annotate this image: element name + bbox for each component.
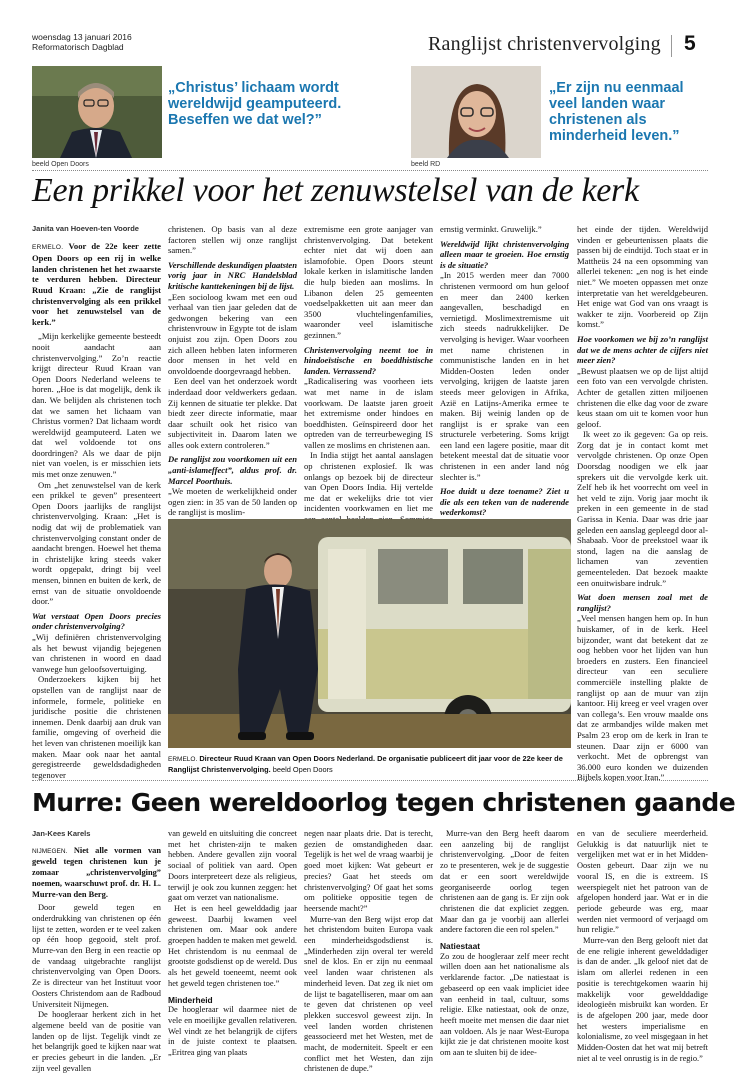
header-divider <box>671 35 672 57</box>
main-photo-image <box>168 519 571 748</box>
article-lead: Voor de 22e keer zette Open Doors op een rij in welke landen christenen het het zwaarste te verduren hebben. Directeur Ruud Kraan: „Zie de ranglijst christenvervolging als een prikkel voor het zenuwstelsel van de kerk.” <box>32 240 162 327</box>
photo-credit-left: beeld Open Doors <box>32 161 89 168</box>
paragraph: Een deel van het onderzoek wordt inderdaad door veldwerkers gedaan. Zij kennen de situatie ter plekke. Dat biedt zeer directe informatie, maar daar schuilt ook het risico van subjectiviteit in. Daarom laten we alles ook extern controleren.” <box>168 376 297 450</box>
interview-question: Wat doen mensen zoal met de ranglijst? <box>577 592 708 613</box>
paragraph: „We moeten de werkelijkheid onder ogen zien: in 35 van de 50 landen op de ranglijst is moslim- <box>168 486 297 518</box>
interview-question: Wereldwijd lijkt christenvervolging alleen maar te groeien. Hoe ernstig is de situatie? <box>440 238 569 270</box>
portrait-photo-right <box>411 66 541 158</box>
article1-column-2 <box>168 224 297 518</box>
article2-column-2 <box>168 829 297 1059</box>
article2-column-1 <box>32 829 161 1074</box>
article2-byline: Jan-Kees Karels <box>32 829 91 838</box>
paragraph: „Veel mensen hangen hem op. In hun huiskamer, of in de kerk. Heel bijzonder, want dat betekent dat ze oog hebben voor het lijden van hun broeders en zusters. Een financieel directeur van een seculiere commerciële instelling plakte de ranglijst op aan de muur van zijn kantoor. Hij kreeg er veel vragen over van collega’s. Een vrouw maalde ons dat ze armbandjes wilde maken met Psalm 23 erop om de kerk in Iran te steunen. Daar zijn er 6000 van verkocht. Met de opbrengst van 36.000 euro konden we duizenden Bijbels kopen voor Iran.” <box>577 613 708 783</box>
subheading: Minderheid <box>168 994 213 1005</box>
paragraph: „Radicalisering was voorheen iets wat met name in de islam voorkwam. De laatste jaren groeit het extremisme onder hindoes en boeddhisten. Geïnspireerd door het optreden van de terreurbeweging IS vallen ze moslims en christenen aan. <box>304 376 433 450</box>
portrait-woman-image <box>411 66 541 158</box>
interview-question: Verschillende deskundigen plaatsten vorig jaar in NRC Handelsblad kritische kanttekeningen bij de lijst. <box>168 259 297 291</box>
paragraph: De hoogleraar wil daarmee niet de vele en moeilijke gevallen relativeren. Wel vindt ze het belangrijk de cijfers in de juiste context te plaatsen. „Eritrea ging van plaats <box>168 1005 297 1058</box>
paragraph: ernstig verminkt. Gruwelijk.” <box>440 224 542 234</box>
article-headline: Een prikkel voor het zenuwstelsel van de kerk <box>32 172 639 209</box>
photo-credit-right: beeld RD <box>411 161 441 168</box>
interview-question: De ranglijst zou voortkomen uit een „anti-islameffect”, aldus prof. dr. Marcel Poorthuis. <box>168 454 297 486</box>
article-byline: Janita van Hoeven-ten Voorde <box>32 224 139 233</box>
caption-text: Directeur Ruud Kraan van Open Doors Nederland. De organisatie publiceert dit jaar voor de 22e keer de Ranglijst Christenvervolging. <box>168 754 563 774</box>
paragraph: „Een socioloog kwam met een oud verhaal van tien jaar geleden dat de gedwongen bekering van een christenvrouw in Egypte tot de islam onjuist zou zijn. Open Doors zou zich alleen hebben laten informeren door mensen in het veld en onvoldoende doorgevraagd hebben. <box>168 291 297 376</box>
article2-headline: Murre: Geen wereldoorlog tegen christenen gaande <box>32 788 736 817</box>
paragraph: van geweld en uitsluiting die concreet met het christen-zijn te maken hebben. Andere gevallen zijn vooral sociaal of politiek van aard. Open Doors interpreteert deze als religieus, terwijl je ook zou kunnen zeggen: het gaat om verzet van nationalisme. <box>168 829 297 903</box>
paragraph: Murre-van den Berg heeft daarom een aanzeling bij de ranglijst christenvervolging. „Door de feiten zo te presenteren, wek je de suggestie dat er een soort wereldwijde georganiseerde oorlog tegen christenen aan de gang is. Er zijn ook christenen die dat expliciet zeggen. Maar dan ga je voorbij aan allerlei andere factoren die een rol spelen.” <box>440 829 569 935</box>
paragraph: en van de seculiere meerderheid. Gelukkig is dat natuurlijk niet te vergelijken met wat er in het Midden-Oosten gebeurt. Daar zijn we nu vooral IS, en die is extreem. IS weerspiegelt niet het patroon van de afgelopen honderd jaar. Wat er in die periode gebeurde was erg, maar werden niet vermoord of verjaagd om hun religie.” <box>577 829 708 935</box>
caption-credit: beeld Open Doors <box>272 764 333 774</box>
paragraph: Murre-van den Berg gelooft niet dat de ene religie inherent gewelddadiger is dan de ander. „Ik geloof niet dat de islam om allerlei redenen in een positie is terechtgekomen waarin hij makkelijk voor gewelddadige ideologieën misbruikt kan worden. Er is de afgelopen 200 jaar, mede door het westers imperialisme en kolonialisme, zo veel misgegaan in het Midden-Oosten dat het wat mij betreft niet al te veel onrustig is in de regio.” <box>577 936 708 1063</box>
pull-quote-right: „Er zijn nu eenmaal veel landen waar christenen als minderheid leven.” <box>549 80 684 144</box>
issue-date: woensdag 13 januari 2016 <box>32 32 132 42</box>
paragraph: Om „het zenuwstelsel van de kerk een prikkel te geven” presenteert Open Doors jaarlijks de ranglijst christenvervolging. Kraan: „Het is nodig dat wij de problematiek van christenvervolging constant onder de aandacht brengen. Hoewel het thema in christelijke kring steeds vaker wordt opgepakt, dringt bij veel mensen, binnen en buiten de kerk, de ernst van de situatie onvoldoende door.” <box>32 479 161 607</box>
article1-column-3 <box>304 224 433 535</box>
paragraph: „Wij definiëren christenvervolging als het bewust vijandig bejegenen van christenen in woord en daad vanwege hun geloofsovertuiging. <box>32 631 161 674</box>
header-date-block <box>32 32 132 52</box>
paragraph: Het is een heel gewelddadig jaar geweest. Daarbij kwamen veel christenen om. Maar ook andere groepen hadden te maken met geweld. Het christendom is nu eenmaal de grootste godsdienst op de wereld. Dus als het geweld toeneemt, neemt ook het geweld tegen christenen toe.” <box>168 903 297 988</box>
paragraph: Zo zou de hoogleraar zelf meer recht willen doen aan het nationalisme als verklarende factor. „De natiestaat is gebaseerd op een vaak impliciet idee van eenheid in taal, cultuur, soms religie. Elke natiestaat, ook de onze, heeft moeite met mensen die daar niet aan voldoen. Als je naar West-Europa kijkt zie je dat christenen mooite kost om aan te sluiten bij de idee- <box>440 951 569 1058</box>
portrait-photo-left <box>32 66 162 158</box>
article1-column-5 <box>577 224 708 783</box>
article1-column-4 <box>440 224 569 539</box>
dateline: ERMELO. <box>32 243 64 251</box>
article1-column-1 <box>32 224 161 780</box>
article2-column-5 <box>577 829 708 1064</box>
interview-question: Hoe voorkomen we bij zo’n ranglijst dat we de mens achter de cijfers niet meer zien? <box>577 333 708 366</box>
divider-top <box>32 170 708 171</box>
subheading: Natiestaat <box>440 941 481 952</box>
main-photo <box>168 519 571 748</box>
paragraph: In India stijgt het aantal aanslagen op christenen explosief. Ik was onlangs op bezoek bij de directeur van Open Doors India. Hij vertelde me dat er wekelijks drie tot vier incidenten voorkwamen en liet me <box>304 450 433 514</box>
page-number: 5 <box>684 32 696 55</box>
paragraph: „Mijn kerkelijke gemeente besteedt nooit aandacht aan christenvervolging.” Zo’n reactie krijgt directeur Ruud Kraan van Open Doors Nederland weleens te horen. „Hoe is dat mogelijk, denk ik dan. We belijden als christenen toch dat we samen het lichaam van Christus vormen? Dat lichaam wordt wereldwijd geamputeerd. Laten we dat wel voldoende tot ons doordringen? Als we daar de pijn niet van voelen, is er misschien iets mis met onze zenuwen.” <box>32 331 161 480</box>
section-title: Ranglijst christenvervolging <box>428 33 661 55</box>
paragraph: het einde der tijden. Wereldwijd vinden er gebeurtenissen plaats die passen bij de eindtijd. Toch staat er in Mattheüs 24 na een opsomming van allerlei tekenen: „en nog is het einde niet.” We moeten oppassen met onze interpretatie van het wereldgebeuren. Het enige wat God van ons vraagt is wakker te zijn. Voorbereid op Zijn komst.” <box>577 224 708 330</box>
pull-quote-left: „Christus’ lichaam wordt wereldwijd geamputeerd. Beseffen we dat wel?” <box>168 80 342 128</box>
interview-question: Wat verstaat Open Doors precies onder christenvervolging? <box>32 610 161 632</box>
paragraph: extremisme een grote aanjager van christenvervolging. Dat betekent echter niet dat wij doen aan islamofobie. Open Doors steunt lokale kerken in islamitische landen die hulp bieden aan moslims. In Libanon delen 25 gemeenten voedselpakketten uit aan meer dan 3500 vluchtelingenfamilies, waaronder veel islamitische gezinnen.” <box>304 224 433 340</box>
paragraph: „Bewust plaatsen we op de lijst altijd een foto van een vervolgde christen. Achter de getallen zitten miljoenen christenen die elke dag voor de zware keus staan om uit te komen voor hun geloof. <box>577 365 708 429</box>
paragraph: Murre-van den Berg wijst erop dat het christendom buiten Europa vaak een minderheidsgodsdienst is. „Minderheden zijn overal ter wereld snel de klos. En er zijn nu eenmaal veel landen waar christenen als minderheid leven. Dat zeg ik niet om de lijst te bagatelliseren, maar om aan te geven dat christenen op veel plekken succesvol geweest zijn. In veel landen worden christenen geassocieerd met het Westen, met de macht, de moderniteit. Speelt er een conflict met het Westen, dan zijn christenen de dupe.” <box>304 914 433 1074</box>
main-photo-caption <box>168 754 571 774</box>
paragraph: „In 2015 werden meer dan 7000 christenen vermoord om hun geloof en meer dan 2400 kerken aangevallen, beschadigd en vernietigd. Moslimextremisme uit zich steeds nadrukkelijker. De vervolging is heviger. Waar voorheen met name christenen in communistische landen en in het Midden-Oosten leden onder vervolging, krijgen de laatste jaren steeds meer gelovigen in Afrika, Azië en Latijns-Amerika ermee te maken. Bij weinig landen op de ranglijst is er sprake van een structurele verbetering. Soms krijgt een land een lagere positie, maar dit betekent meestal dat de situatie voor christenen in een ander land nóg slechter is.” <box>440 270 569 482</box>
interview-question: Christenvervolging neemt toe in hindoeïstische en boeddhistische landen. Verrassend? <box>304 344 433 376</box>
article2-dateline: NIJMEGEN. <box>32 847 68 855</box>
paragraph: De hoogleraar herkent zich in het algemene beeld van de positie van landen op de lijst. Tegelijk vindt ze het belangrijk goed te kijken naar wat er precies gebeurt in die landen. „Er zijn veel gevallen <box>32 1010 161 1073</box>
article2-lead: Niet alle vormen van geweld tegen christenen kun je zomaar „christenvervolging” noemen, waarschuwt prof. dr. H. L. Murre-van den Berg. <box>32 845 161 899</box>
newspaper-name: Reformatorisch Dagblad <box>32 42 124 52</box>
paragraph: negen naar plaats drie. Dat is terecht, gezien de omstandigheden daar. Tegelijk is het wel de vraag waarbij je goed moet kijken: Wat gebeurt er precies? Gaat het steeds om christenvervolging? Of gaat het soms om politieke oppositie tegen de heersende macht?” <box>304 829 433 913</box>
article2-column-4 <box>440 829 569 1059</box>
article2-column-3 <box>304 829 433 1075</box>
caption-dateline: ERMELO. <box>168 756 198 763</box>
interview-question: Hoe duidt u deze toename? Ziet u die als een teken van de naderende wederkomst? <box>440 486 569 518</box>
paragraph: christenen. Op basis van al deze factoren stellen wij onze ranglijst samen.” <box>168 224 297 256</box>
paragraph: Onderzoekers kijken bij het opstellen van de ranglijst naar de informele, formele, politieke en juridische positie die christenen innemen. Denk daarbij aan druk van familie, omgeving of overheid die het leven van christenen moeilijk kan maken. Maar ook naar het aantal geregistreerde geweldsdadigheden tegenover <box>32 674 161 780</box>
portrait-man-image <box>32 66 162 158</box>
paragraph: Door geweld tegen en onderdrukking van christenen op één lijst te zetten, worden er te veel zaken op één hoop gegooid, stelt prof. Murre-van den Berg in een reactie op de vandaag uitgebrachte ranglijst christenvervolging van Open Doors. Ze is directeur van het Instituut voor Oosters Christendom aan de Radboud Universiteit Nijmegen. <box>32 903 161 1009</box>
paragraph: Ik weet zo ik gegeven: Ga op reis. Zorg dat je in contact komt met vervolgde christenen. Op onze Open Doorsdag noodigen we elk jaar sprekers uit die vervolgde kerk uit. Zelf heb ik het voorrecht om veel in het veld te zijn. Vorig jaar mocht ik preken in een gemeente in de stad Garissa in Kenia. Daar was drie jaar geleden een aanslag gepleegd door al-Shabaab. Voor de preekstoel waar ik stond, lagen na die aanslag de lichamen van zeventien gemeenteleden. Dat bezoek maakte een onuitwisbare indruk.” <box>577 429 708 588</box>
divider-middle <box>32 780 708 781</box>
